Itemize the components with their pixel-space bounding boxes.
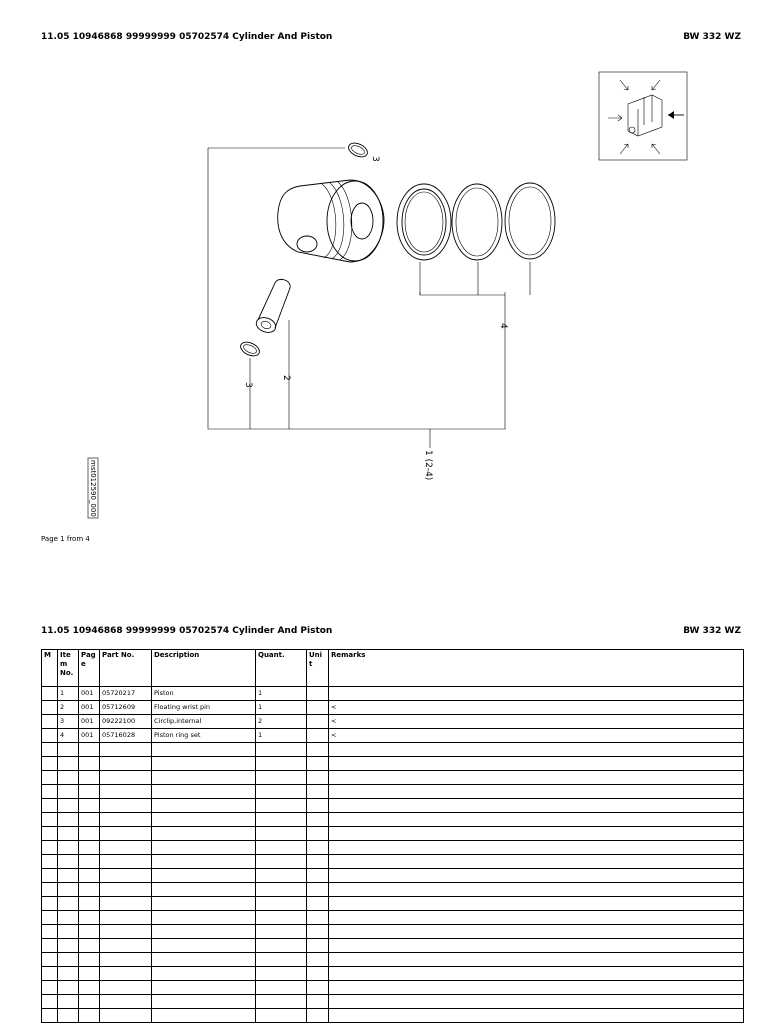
cell-quant: [256, 743, 307, 757]
cell-page: [79, 953, 100, 967]
cell-quant: [256, 813, 307, 827]
table-row-empty: [42, 799, 744, 813]
cell-page: 001: [79, 701, 100, 715]
cell-item-no: [58, 841, 79, 855]
cell-part-no: [100, 771, 152, 785]
cell-description: [152, 1009, 256, 1023]
cell-part-no: 05716028: [100, 729, 152, 743]
cell-remarks: [329, 841, 744, 855]
cell-item-no: [58, 897, 79, 911]
cell-unit: [307, 925, 329, 939]
cell-unit: [307, 883, 329, 897]
cell-part-no: [100, 883, 152, 897]
table-row-empty: [42, 869, 744, 883]
cell-unit: [307, 939, 329, 953]
cell-part-no: 05712609: [100, 701, 152, 715]
cell-m: [42, 729, 58, 743]
cell-description: [152, 841, 256, 855]
table-row-empty: [42, 925, 744, 939]
cell-page: [79, 785, 100, 799]
cell-part-no: [100, 743, 152, 757]
cell-m: [42, 953, 58, 967]
cell-m: [42, 785, 58, 799]
piston: [278, 180, 384, 262]
cell-page: 001: [79, 715, 100, 729]
cell-remarks: [329, 911, 744, 925]
table-row-empty: [42, 939, 744, 953]
cell-quant: [256, 925, 307, 939]
cell-remarks: [329, 939, 744, 953]
cell-part-no: [100, 939, 152, 953]
cell-remarks: [329, 771, 744, 785]
piston-rings: [397, 183, 555, 260]
cell-description: [152, 743, 256, 757]
cell-description: [152, 785, 256, 799]
cell-page: [79, 869, 100, 883]
cell-m: [42, 827, 58, 841]
cell-item-no: 3: [58, 715, 79, 729]
table-row-empty: [42, 771, 744, 785]
cell-page: [79, 897, 100, 911]
col-quant: Quant.: [256, 650, 307, 687]
cell-unit: [307, 729, 329, 743]
table-row-empty: [42, 897, 744, 911]
cell-item-no: [58, 939, 79, 953]
cell-m: [42, 1009, 58, 1023]
cell-m: [42, 687, 58, 701]
cell-page: [79, 813, 100, 827]
cell-m: [42, 813, 58, 827]
cell-page: [79, 841, 100, 855]
cell-description: [152, 911, 256, 925]
table-row-empty: [42, 883, 744, 897]
cell-remarks: [329, 799, 744, 813]
cell-page: [79, 939, 100, 953]
cell-part-no: [100, 953, 152, 967]
parts-table: [41, 649, 744, 1023]
cell-quant: [256, 939, 307, 953]
col-m: M: [42, 650, 58, 687]
cell-part-no: [100, 813, 152, 827]
table-row-empty: [42, 855, 744, 869]
cell-part-no: [100, 757, 152, 771]
cell-item-no: 4: [58, 729, 79, 743]
cell-quant: [256, 995, 307, 1009]
col-description: Description: [152, 650, 256, 687]
cell-quant: [256, 897, 307, 911]
cell-remarks: <: [329, 715, 744, 729]
cell-remarks: [329, 897, 744, 911]
table-row-empty: [42, 785, 744, 799]
col-page: Pag e: [79, 650, 100, 687]
cell-item-no: [58, 813, 79, 827]
cell-description: [152, 883, 256, 897]
cell-m: [42, 995, 58, 1009]
cell-remarks: [329, 953, 744, 967]
cell-description: Piston ring set: [152, 729, 256, 743]
cell-m: [42, 855, 58, 869]
callout-piston-rings: 4: [498, 323, 508, 329]
cell-m: [42, 897, 58, 911]
cell-remarks: [329, 1009, 744, 1023]
cell-unit: [307, 715, 329, 729]
col-remarks: Remarks: [329, 650, 744, 687]
cell-part-no: 05720217: [100, 687, 152, 701]
locator-thumbnail: [599, 72, 687, 160]
cell-unit: [307, 897, 329, 911]
callout-circlip-top: 3: [370, 156, 380, 162]
cell-description: [152, 855, 256, 869]
cell-part-no: [100, 967, 152, 981]
table-row-empty: [42, 827, 744, 841]
callout-wrist-pin: 2: [281, 375, 291, 381]
cell-unit: [307, 771, 329, 785]
col-unit: Uni t: [307, 650, 329, 687]
header-model: BW 332 WZ: [683, 32, 741, 42]
cell-item-no: 2: [58, 701, 79, 715]
cell-page: [79, 911, 100, 925]
cell-page: [79, 967, 100, 981]
cell-item-no: [58, 869, 79, 883]
cell-unit: [307, 911, 329, 925]
cell-quant: [256, 757, 307, 771]
cell-quant: 1: [256, 687, 307, 701]
cell-item-no: [58, 925, 79, 939]
cell-m: [42, 925, 58, 939]
cell-description: [152, 757, 256, 771]
cell-unit: [307, 953, 329, 967]
header-title: 11.05 10946868 99999999 05702574 Cylinder And Piston: [41, 32, 333, 42]
table-row: [42, 687, 744, 701]
cell-m: [42, 967, 58, 981]
circlip-top: [346, 140, 369, 159]
cell-page: [79, 925, 100, 939]
cell-page: 001: [79, 687, 100, 701]
cell-page: [79, 827, 100, 841]
cell-m: [42, 883, 58, 897]
header-title-2: 11.05 10946868 99999999 05702574 Cylinder And Piston: [41, 626, 333, 636]
cell-part-no: [100, 911, 152, 925]
cell-part-no: [100, 995, 152, 1009]
page-header-2: [41, 626, 741, 640]
cell-m: [42, 869, 58, 883]
table-row: [42, 715, 744, 729]
cell-unit: [307, 967, 329, 981]
header-model-2: BW 332 WZ: [683, 626, 741, 636]
cell-part-no: [100, 841, 152, 855]
cell-m: [42, 911, 58, 925]
cell-unit: [307, 981, 329, 995]
cell-m: [42, 939, 58, 953]
cell-quant: [256, 953, 307, 967]
cell-description: [152, 897, 256, 911]
cell-item-no: [58, 771, 79, 785]
cell-remarks: <: [329, 701, 744, 715]
cell-quant: [256, 841, 307, 855]
cell-quant: [256, 785, 307, 799]
table-row-empty: [42, 841, 744, 855]
cell-remarks: [329, 785, 744, 799]
cell-page: [79, 883, 100, 897]
cell-page: [79, 995, 100, 1009]
col-part-no: Part No.: [100, 650, 152, 687]
cell-quant: 1: [256, 701, 307, 715]
cell-quant: [256, 911, 307, 925]
cell-remarks: [329, 967, 744, 981]
cell-quant: [256, 883, 307, 897]
cell-unit: [307, 687, 329, 701]
cell-item-no: [58, 743, 79, 757]
cell-quant: [256, 771, 307, 785]
cell-item-no: [58, 995, 79, 1009]
cell-part-no: [100, 1009, 152, 1023]
cell-unit: [307, 813, 329, 827]
table-row-empty: [42, 967, 744, 981]
cell-quant: [256, 869, 307, 883]
table-row-empty: [42, 813, 744, 827]
cell-part-no: [100, 785, 152, 799]
cell-description: Floating wrist pin: [152, 701, 256, 715]
cell-page: 001: [79, 729, 100, 743]
cell-unit: [307, 785, 329, 799]
callout-assembly: 1 (2-4): [423, 450, 433, 481]
cell-m: [42, 701, 58, 715]
cell-part-no: [100, 799, 152, 813]
cell-item-no: [58, 785, 79, 799]
table-row-empty: [42, 743, 744, 757]
cell-description: [152, 925, 256, 939]
cell-quant: [256, 1009, 307, 1023]
table-row-empty: [42, 757, 744, 771]
cell-part-no: [100, 855, 152, 869]
cell-description: [152, 967, 256, 981]
cell-item-no: [58, 883, 79, 897]
wrist-pin: [254, 279, 290, 335]
cell-unit: [307, 841, 329, 855]
drawing-ref: mst012590_000: [89, 460, 97, 517]
cell-description: [152, 813, 256, 827]
cell-item-no: [58, 1009, 79, 1023]
callout-circlip-bottom: 3: [243, 382, 253, 388]
cell-remarks: [329, 925, 744, 939]
cell-remarks: [329, 869, 744, 883]
cell-m: [42, 771, 58, 785]
cell-description: [152, 995, 256, 1009]
cell-unit: [307, 1009, 329, 1023]
cell-remarks: [329, 883, 744, 897]
cell-page: [79, 981, 100, 995]
cell-part-no: [100, 827, 152, 841]
table-header-row: [42, 650, 744, 687]
cell-description: Circlip,internal: [152, 715, 256, 729]
cell-remarks: [329, 813, 744, 827]
table-row-empty: [42, 953, 744, 967]
cell-unit: [307, 757, 329, 771]
cell-m: [42, 799, 58, 813]
cell-quant: 2: [256, 715, 307, 729]
cell-part-no: [100, 897, 152, 911]
cell-description: [152, 827, 256, 841]
table-row-empty: [42, 911, 744, 925]
cell-item-no: [58, 827, 79, 841]
cell-unit: [307, 995, 329, 1009]
cell-page: [79, 855, 100, 869]
cell-quant: [256, 981, 307, 995]
cell-item-no: [58, 757, 79, 771]
cell-description: [152, 771, 256, 785]
cell-part-no: 09222100: [100, 715, 152, 729]
cell-unit: [307, 827, 329, 841]
cell-item-no: [58, 981, 79, 995]
cell-item-no: [58, 855, 79, 869]
cell-page: [79, 799, 100, 813]
page-footer: Page 1 from 4: [41, 535, 90, 543]
cell-description: [152, 981, 256, 995]
cell-unit: [307, 701, 329, 715]
cell-remarks: [329, 981, 744, 995]
cell-page: [79, 1009, 100, 1023]
cell-remarks: [329, 995, 744, 1009]
cell-description: [152, 799, 256, 813]
page-header: [41, 32, 741, 46]
cell-quant: 1: [256, 729, 307, 743]
exploded-parts-drawing: [0, 60, 768, 530]
cell-description: [152, 869, 256, 883]
cell-description: [152, 953, 256, 967]
table-row-empty: [42, 981, 744, 995]
cell-unit: [307, 743, 329, 757]
cell-m: [42, 715, 58, 729]
cell-item-no: [58, 967, 79, 981]
cell-item-no: [58, 911, 79, 925]
cell-remarks: [329, 827, 744, 841]
cell-m: [42, 743, 58, 757]
cell-page: [79, 743, 100, 757]
cell-remarks: [329, 757, 744, 771]
cell-unit: [307, 855, 329, 869]
cell-item-no: 1: [58, 687, 79, 701]
cell-remarks: [329, 687, 744, 701]
table-row: [42, 701, 744, 715]
col-item-no: Ite m No.: [58, 650, 79, 687]
cell-page: [79, 757, 100, 771]
table-row-empty: [42, 1009, 744, 1023]
cell-item-no: [58, 953, 79, 967]
table-row-empty: [42, 995, 744, 1009]
cell-page: [79, 771, 100, 785]
cell-description: Piston: [152, 687, 256, 701]
cell-item-no: [58, 799, 79, 813]
cell-unit: [307, 799, 329, 813]
cell-remarks: [329, 855, 744, 869]
cell-unit: [307, 869, 329, 883]
cell-part-no: [100, 981, 152, 995]
cell-quant: [256, 827, 307, 841]
cell-m: [42, 757, 58, 771]
circlip-bottom: [238, 339, 261, 358]
cell-m: [42, 981, 58, 995]
cell-quant: [256, 967, 307, 981]
cell-description: [152, 939, 256, 953]
table-row: [42, 729, 744, 743]
cell-m: [42, 841, 58, 855]
cell-quant: [256, 855, 307, 869]
cell-remarks: <: [329, 729, 744, 743]
cell-part-no: [100, 925, 152, 939]
cell-part-no: [100, 869, 152, 883]
cell-remarks: [329, 743, 744, 757]
cell-quant: [256, 799, 307, 813]
